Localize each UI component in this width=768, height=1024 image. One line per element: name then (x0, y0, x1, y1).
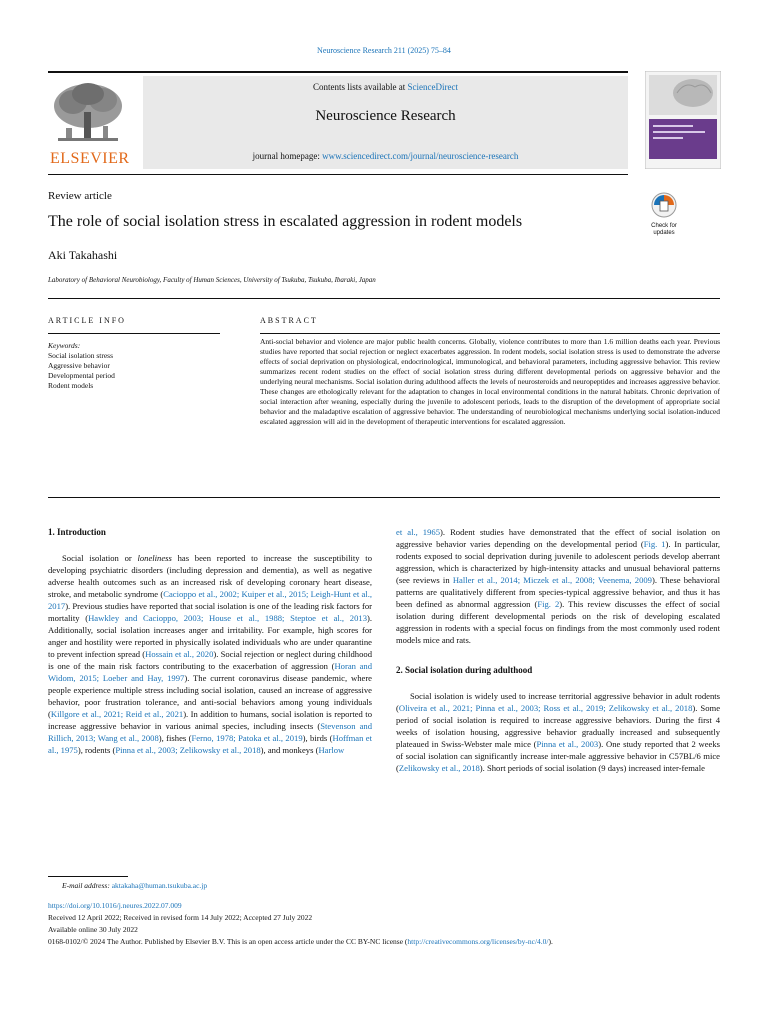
journal-reference[interactable]: Neuroscience Research 211 (2025) 75–84 (317, 46, 451, 55)
header-top-rule (48, 71, 628, 73)
citation-link[interactable]: Zelikowsky et al., 2018 (398, 763, 480, 773)
elsevier-wordmark: ELSEVIER (50, 150, 130, 167)
right-column (396, 526, 720, 774)
article-title: The role of social isolation stress in escalated aggression in rodent models (48, 213, 523, 230)
footnote-rule (48, 876, 128, 877)
homepage-link[interactable]: www.sciencedirect.com/journal/neuroscience-research (322, 151, 519, 161)
section2-paragraph: Social isolation is widely used to increase territorial aggressive behavior in adult rodents (Oliveira et al., 2021; Pinna et al., 2003; Ross et al., 2019; Zelikowsky et al., 2018). Some period of social isolation is required to increase aggressive behaviors. During the first 4 weeks of isolation housing, aggressive behavior gradually increased and subsequently plateaued in Swiss-Webster male mice (Pinna et al., 2003). One study reported that 2 weeks of social isolation can significantly increase inter-male aggressive behavior in C57BL/6 mice (Zelikowsky et al., 2018). Short periods of social isolation (9 days) increased inter-female (396, 691, 721, 773)
abstract-bottom-rule (48, 497, 720, 498)
contents-line: Contents lists available at ScienceDirect (313, 82, 458, 92)
section2-heading: 2. Social isolation during adulthood (396, 665, 533, 675)
license-link[interactable]: http://creativecommons.org/licenses/by-nc/4.0/ (407, 937, 549, 946)
email-footnote: E-mail address: aktakaha@human.tsukuba.ac.jp (62, 881, 208, 890)
info-top-rule (48, 298, 720, 299)
intro-paragraph: Social isolation or loneliness has been reported to increase the susceptibility to developing psychiatric disorders (including depression and dementia), as well as negative adverse health outcomes such as an increased risk of developing coronary heart disease, stroke, and metabolic syndrome (Cacioppo et al., 2002; Kuiper et al., 2015; Leigh-Hunt et al., 2017). Previous studies have reported that social isolation is one of the leading risk factors for mortality (Hawkley and Cacioppo, 2003; House et al., 1988; Steptoe et al., 2013). Additionally, social isolation increases anger and irritability. For example, high scores for anger and hostility were reported in physically isolated individuals who are under quarantine to prevent infection spread (Hossain et al., 2020). Social rejection or neglect during childhood is one of the main risk factors contributing to the exacerbation of aggression (Horan and Widom, 2015; Loeber and Hay, 1997). The current coronavirus disease pandemic, where people experience multiple stress including social isolation, caused an increase of aggressive behavior, poor frustration tolerance, and anti-social behaviors among young individuals (Killgore et al., 2021; Reid et al., 2021). In addition to humans, social isolation is reported to increase aggressive behavior in various animal species, including insects (Stevenson and Rillich, 2013; Wang et al., 2008), fishes (Ferno, 1978; Patoka et al., 2019), birds (Hoffman et al., 1975), rodents (Pinna et al., 2003; Zelikowsky et al., 2018), and monkeys (Harlow (48, 553, 373, 755)
abstract-rule (260, 333, 720, 334)
citation-link[interactable]: Oliveira et al., 2021; Pinna et al., 2003; Ross et al., 2019; Zelikowsky et al., 2018 (398, 703, 693, 713)
left-column (48, 526, 372, 756)
citation-link[interactable]: Hoffman et al., 1975 (48, 733, 372, 755)
journal-header-band (143, 76, 628, 169)
citation-link[interactable]: Hawkley and Cacioppo, 2003; House et al., 1988; Steptoe et al., 2013 (88, 613, 367, 623)
cover-image-icon (645, 71, 721, 169)
author-name[interactable]: Aki Takahashi (48, 248, 118, 262)
homepage-line: journal homepage: www.sciencedirect.com/journal/neuroscience-research (252, 151, 519, 161)
keyword-item: Social isolation stress (48, 351, 113, 360)
keyword-item: Aggressive behavior (48, 361, 110, 370)
intro-heading: 1. Introduction (48, 527, 106, 537)
journal-title: Neuroscience Research (315, 108, 456, 124)
citation-link[interactable]: Harlow (318, 745, 345, 755)
article-type: Review article (48, 190, 112, 202)
citation-link[interactable]: Horan and Widom, 2015; Loeber and Hay, 1997 (48, 661, 372, 683)
elsevier-logo[interactable] (48, 76, 128, 169)
citation-link[interactable]: Ferno, 1978; Patoka et al., 2019 (191, 733, 303, 743)
sciencedirect-link[interactable]: ScienceDirect (407, 82, 458, 92)
keyword-item: Rodent models (48, 381, 94, 390)
citation-link[interactable]: Pinna et al., 2003; Zelikowsky et al., 2018 (115, 745, 261, 755)
figure-link[interactable]: Fig. 1 (643, 539, 666, 549)
citation-link[interactable]: Killgore et al., 2021; Reid et al., 2021 (50, 709, 184, 719)
license-text: 0168-0102/© 2024 The Author. Published by Elsevier B.V. This is an open access article under the CC BY-NC license (http://creativecommons.org/licenses/by-nc/4.0/). (48, 937, 553, 946)
available-online: Available online 30 July 2022 (48, 925, 138, 934)
citation-link[interactable]: Haller et al., 2014; Miczek et al., 2008; Veenema, 2009 (452, 575, 652, 585)
intro-paragraph-continued: et al., 1965). Rodent studies have demonstrated that the effect of social isolation on aggressive behavior varies depending on the developmental period (Fig. 1). In particular, rodents exposed to social deprivation during juvenile to adolescent periods develop aberrant aggression, which is characterized by high-intensity attacks and unusual behavioral patterns (see reviews in Haller et al., 2014; Miczek et al., 2008; Veenema, 2009). These behavioral patterns are qualitatively different from species-typical aggressive behavior, and thus it has been defined as abnormal aggression (Fig. 2). This review discusses the effect of social isolation during different developmental periods on the risk of developing escalated aggression in rodents with a special focus on findings from the most commonly used rodent models mice and rats. (396, 527, 720, 645)
citation-link[interactable]: Cacioppo et al., 2002; Kuiper et al., 2015; Leigh-Hunt et al., 2017 (48, 589, 372, 611)
keywords-label: Keywords: (48, 341, 81, 350)
figure-link[interactable]: Fig. 2 (537, 599, 560, 609)
citation-link[interactable]: Stevenson and Rillich, 2013; Wang et al., 2008 (48, 721, 372, 743)
header-bottom-rule (48, 174, 628, 175)
article-info-heading: ARTICLE INFO (48, 316, 126, 325)
abstract-text: Anti-social behavior and violence are major public health concerns. Globally, violence contributes to more than 1.6 million deaths each year. Previous studies have reported that social rejection or neglect exacerbates aggression. In rodent models, social isolation stress is used to demonstrate the adverse effects of social deprivation on physiological, endocrinological, immunological, and behavioral parameters, including aggressive behavior. This review summarizes recent rodent studies on the effect of social isolation stress during different developmental periods on aggressive behavior and the underlying neural mechanisms. Social isolation during adulthood affects the levels of neurosteroids and neuropeptides and increases aggressive behavior. These changes are ethologically relevant for the adaptation to changes in local environmental conditions in the natural habitats. Chronic deprivation of social interaction after weaning, especially during the juvenile to adolescent periods, leads to the disruption of the development of appropriate social behavior and the maladaptive escalation of aggressive behavior. The understanding of neurobiological mechanisms underlying social isolation-induced escalated aggression will aid in the development of therapeutic interventions for escalated aggression. (260, 337, 720, 426)
check-for-updates-badge[interactable]: Check for updates (644, 192, 684, 232)
email-link[interactable]: aktakaha@human.tsukuba.ac.jp (111, 881, 208, 890)
keyword-item: Developmental period (48, 371, 115, 380)
affiliation: Laboratory of Behavioral Neurobiology, Faculty of Human Sciences, University of Tsukuba, Tsukuba, Ibaraki, Japan (48, 276, 376, 284)
citation-link[interactable]: Pinna et al., 2003 (536, 739, 599, 749)
abstract-heading: ABSTRACT (260, 316, 318, 325)
received-dates: Received 12 April 2022; Received in revised form 14 July 2022; Accepted 27 July 2022 (48, 913, 313, 922)
check-updates-icon (644, 192, 684, 218)
doi-link[interactable]: https://doi.org/10.1016/j.neures.2022.07.009 (48, 901, 182, 910)
citation-link[interactable]: Hossain et al., 2020 (145, 649, 214, 659)
article-info-rule (48, 333, 220, 334)
citation-link[interactable]: et al., 1965 (396, 527, 440, 537)
journal-cover-thumbnail[interactable] (645, 71, 721, 169)
